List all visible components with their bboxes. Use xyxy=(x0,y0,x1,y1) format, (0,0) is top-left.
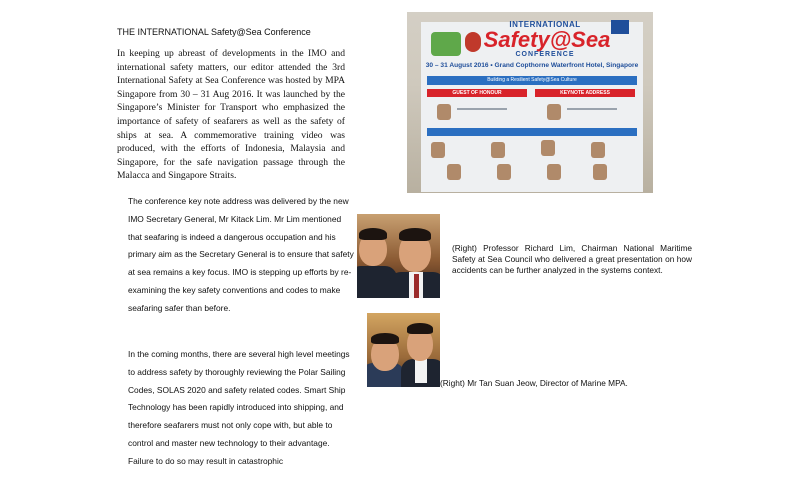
emblem-logo xyxy=(465,32,481,52)
text-line xyxy=(567,108,617,110)
keynote-paragraph: The conference key note address was delivered by the new IMO Secretary General, Mr Kitack Lim. Mr Lim mentioned that seafaring is indeed a dangerous occupation and his primary aim as the Secretary General is to ensure that safety at sea remains a key focus. IMO is stepping up efforts by re-examining the key safety conventions and codes to make seafaring safer than before. xyxy=(128,196,354,313)
poster-keynote-label: KEYNOTE ADDRESS xyxy=(535,89,635,97)
caption-richard-lim: (Right) Professor Richard Lim, Chairman National Maritime Safety at Sea Council who delivered a great presentation on how accidents can be further analyzed in the systems context. xyxy=(452,243,692,275)
panel-portrait xyxy=(591,142,605,158)
poster-brand-top: INTERNATIONAL xyxy=(509,20,581,29)
panel-portrait xyxy=(447,164,461,180)
person-right-hair xyxy=(399,228,431,241)
photo-tan-suan-jeow xyxy=(367,313,440,387)
text-line xyxy=(457,108,507,110)
person-right-hair xyxy=(407,323,433,334)
poster-guest-label: GUEST OF HONOUR xyxy=(427,89,527,97)
panel-portrait xyxy=(497,164,511,180)
poster-global-band xyxy=(427,128,637,136)
panel-portrait xyxy=(547,164,561,180)
person-left-hair xyxy=(371,333,399,344)
person-right-shirt xyxy=(415,359,427,383)
panel-portrait xyxy=(491,142,505,158)
person-right-tie xyxy=(414,274,419,298)
person-left-hair xyxy=(359,228,387,240)
article-title: THE INTERNATIONAL Safety@Sea Conference xyxy=(117,27,311,37)
panel-portrait xyxy=(593,164,607,180)
photo-richard-lim xyxy=(357,214,440,298)
keynote-portrait xyxy=(547,104,561,120)
poster-brand-sub: CONFERENCE xyxy=(515,51,575,58)
intro-paragraph: In keeping up abreast of developments in the IMO and international safety matters, our editor attended the 3rd International Safety at Sea Conference was hosted by MPA Singapore from 30 – 31 Aug 2016. It was launched by the Singapore’s Minister for Transport who emphasized the importance of safety of seafarers as well as the safety of ships at sea. A commemorative training video was produced, with the efforts of Indonesia, Malaysia and Singapore, for the safe navigation passage through the Malacca and Singapore Straits. xyxy=(117,48,345,182)
poster-dates: 30 – 31 August 2016 • Grand Copthorne Waterfront Hotel, Singapore xyxy=(425,62,639,69)
conference-poster-photo xyxy=(407,12,653,193)
guest-portrait xyxy=(437,104,451,120)
poster-theme: Building a Resilient Safety@Sea Culture xyxy=(427,76,637,85)
panel-portrait xyxy=(541,140,555,156)
maritime-logo xyxy=(611,20,629,34)
panel-portrait xyxy=(431,142,445,158)
caption-tan-suan-jeow: (Right) Mr Tan Suan Jeow, Director of Marine MPA. xyxy=(440,378,628,388)
upcoming-meetings-paragraph: In the coming months, there are several high level meetings to address safety by thoroughly reviewing the Polar Sailing Codes, SOLAS 2020 and safety related codes. Smart Ship Technology has been rapidly introduced into shipping, and therefore seafarers must not only cope with, but able to control and master new technology to their advantage. Failure to do so may result in catastrophic xyxy=(128,349,350,466)
mpa-logo xyxy=(431,32,461,56)
poster-brand-main: Safety@Sea xyxy=(483,27,611,52)
